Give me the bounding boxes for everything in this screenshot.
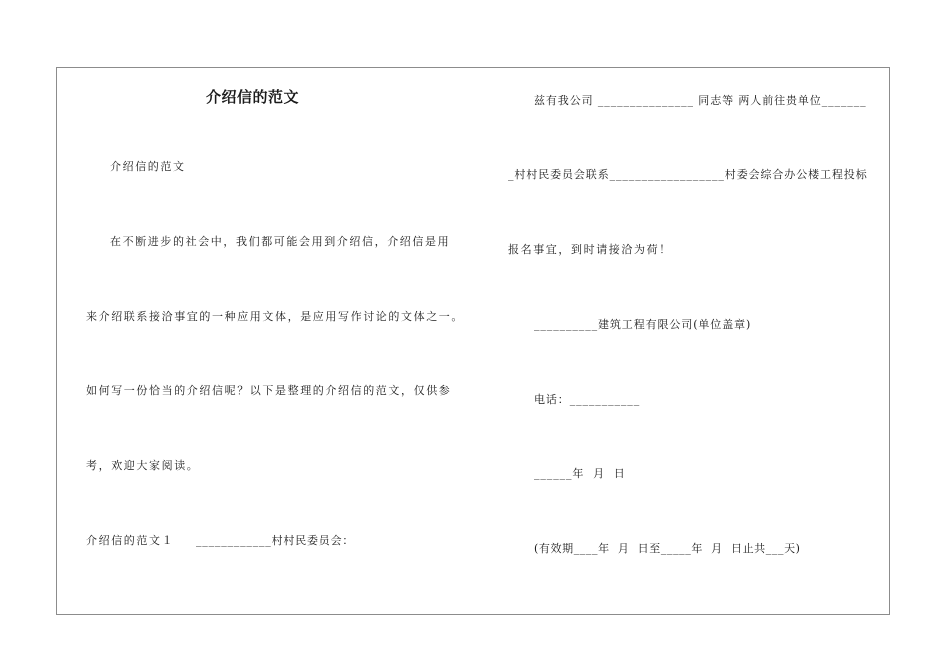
phone-line: 电话：___________	[534, 393, 641, 406]
paragraph-line-4: 考，欢迎大家阅读。	[86, 459, 200, 472]
letter-line-2: _村村民委员会联系__________________村委会综合办公楼工程投标	[508, 168, 868, 181]
subtitle: 介绍信的范文	[110, 160, 186, 173]
document-title: 介绍信的范文	[206, 88, 300, 106]
letter-line-1: 兹有我公司 _______________ 同志等 两人前往贵单位_______	[534, 94, 867, 107]
paragraph-line-1: 在不断进步的社会中，我们都可能会用到介绍信，介绍信是用	[110, 235, 451, 248]
paragraph-line-3: 如何写一份恰当的介绍信呢？以下是整理的介绍信的范文，仅供参	[86, 384, 452, 397]
sample-addressee: ____________村村民委员会：	[196, 534, 355, 547]
sample-heading: 介绍信的范文１	[86, 534, 175, 547]
company-signature-line: __________建筑工程有限公司(单位盖章)	[534, 318, 752, 331]
validity-line: (有效期____年 月 日至_____年 月 日止共___天)	[534, 542, 801, 555]
page-border	[56, 67, 890, 615]
letter-line-3: 报名事宜，到时请接洽为荷！	[508, 243, 672, 256]
paragraph-line-2: 来介绍联系接洽事宜的一种应用文体，是应用写作讨论的文体之一。	[86, 310, 464, 323]
date-line: ______年 月 日	[534, 467, 626, 480]
